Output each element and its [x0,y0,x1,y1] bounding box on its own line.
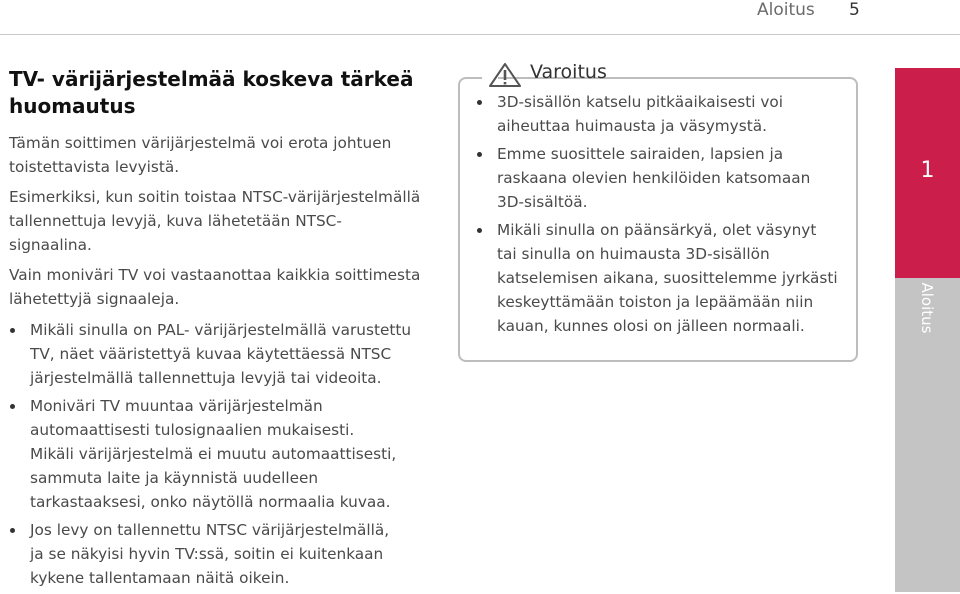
bullet-dot [10,328,15,333]
chapter-label: Aloitus [918,282,936,334]
paragraph-intro: Tämän soittimen värijärjestelmä voi erota johtuen toistettavista levyistä. [9,134,392,176]
section-title: TV- värijärjestelmää koskeva tärkeä huomautus [9,67,414,118]
warning-line: katselemisen aikana, suosittelemme jyrkästi [497,269,838,287]
warning-line: Emme suosittele sairaiden, lapsien ja [497,145,784,163]
bullet-line: Mikäli sinulla on PAL- värijärjestelmällä varustettu [30,321,412,339]
bullet-dot [10,528,15,533]
warning-title: Varoitus [530,61,607,83]
warning-line: raskaana olevien henkilöiden katsomaan [497,169,811,187]
bullet-line: Mikäli värijärjestelmä ei muutu automaattisesti, [30,445,397,463]
warning-line: keskeyttämään toiston ja lepäämään niin [497,293,814,311]
warning-line: kauan, kunnes olosi on jälleen normaali. [497,317,805,335]
warning-item [476,90,848,138]
bullet-item [9,318,449,390]
bullet-line: järjestelmällä tallennettuja levyjä tai videoita. [30,369,382,387]
bullet-list [9,318,449,594]
page-number: 5 [849,0,860,20]
bullet-line: sammuta laite ja käynnistä uudelleen [30,469,319,487]
warning-line: 3D-sisällön katselu pitkäaikaisesti voi [497,93,784,111]
bullet-line: tarkastaaksesi, onko näytöllä normaalia kuvaa. [30,493,391,511]
warning-line: 3D-sisältöä. [497,193,588,211]
warning-line: aiheuttaa huimausta ja väsymystä. [497,117,767,135]
bullet-line: kykene tallentamaan näitä oikein. [30,569,290,587]
paragraph-multicolor: Vain moniväri TV voi vastaanottaa kaikkia soittimesta lähetettyjä signaaleja. [9,266,421,308]
warning-item [476,218,848,338]
paragraph-example: Esimerkiksi, kun soitin toistaa NTSC-värijärjestelmällä tallennettuja levyjä, kuva lähetetään NTSC- signaalina. [9,188,421,254]
bullet-dot [477,228,482,233]
warning-line: Mikäli sinulla on päänsärkyä, olet väsynyt [497,221,817,239]
header-divider [0,34,960,35]
bullet-item [9,518,449,590]
warning-header [482,60,607,90]
warning-item [476,142,848,214]
warning-list [476,90,848,342]
chapter-number: 1 [920,158,935,183]
bullet-dot [10,404,15,409]
bullet-dot [477,100,482,105]
bullet-line: Moniväri TV muuntaa värijärjestelmän [30,397,323,415]
bullet-line: TV, näet vääristettyä kuvaa käytettäessä NTSC [30,345,392,363]
bullet-item [9,394,449,514]
bullet-line: Jos levy on tallennettu NTSC värijärjestelmällä, [30,521,390,539]
header-section-title: Aloitus [757,0,815,20]
chapter-tab [895,68,960,592]
chapter-label-block [895,68,960,334]
bullet-line: automaattisesti tulosignaalien mukaisesti. [30,421,355,439]
bullet-line: ja se näkyisi hyvin TV:ssä, soitin ei kuitenkaan [30,545,384,563]
warning-triangle-icon [488,62,522,88]
bullet-dot [477,152,482,157]
warning-line: tai sinulla on huimausta 3D-sisällön [497,245,770,263]
